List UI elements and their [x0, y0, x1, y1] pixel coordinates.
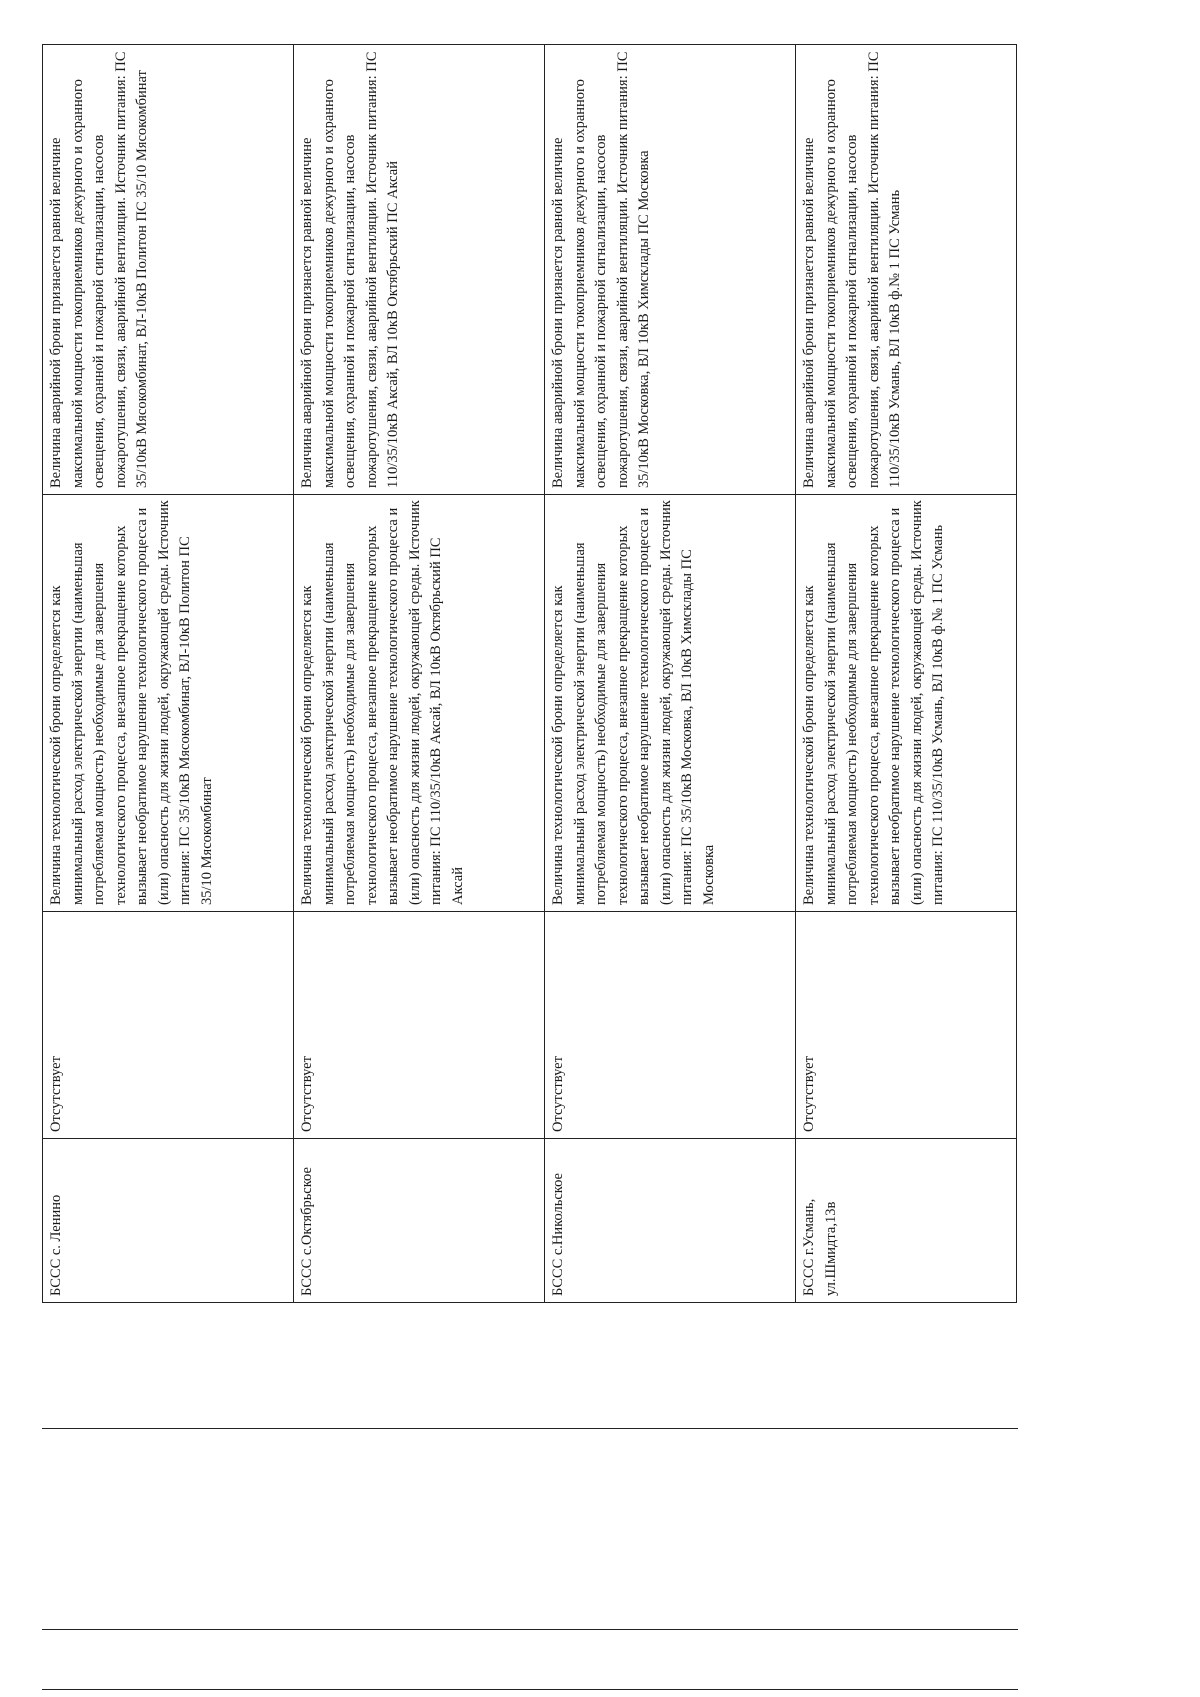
tech-reserve-cell: Величина технологической брони определяется как минимальный расход электрической энергии (наименьшая потребляемая мощность) необходимые для завершения технологического процесса, внезапное прекращение которых вызывает необратимое нарушение технологического процесса и (или) опасность для жизни людей, окружающей среды. Источник питания: ПС 35/10кВ Московка, ВЛ 10кВ Химсклады ПС Московка — [545, 495, 796, 912]
signature-line — [42, 1428, 1018, 1429]
tech-reserve-cell: Величина технологической брони определяется как минимальный расход электрической энергии (наименьшая потребляемая мощность) необходимые для завершения технологического процесса, внезапное прекращение которых вызывает необратимое нарушение технологического процесса и (или) опасность для жизни людей, окружающей среды. Источник питания: ПС 35/10кВ Мясокомбинат, ВЛ-10кВ Политон ПС 35/10 Мясокомбинат — [43, 495, 294, 912]
object-name-cell: БССС с.Октябрьское — [294, 1139, 545, 1303]
table-row — [43, 45, 294, 1303]
table-row — [294, 45, 545, 1303]
status-cell: Отсутствует — [294, 912, 545, 1139]
status-cell: Отсутствует — [545, 912, 796, 1139]
emergency-reserve-cell: Величина аварийной брони признается равной величине максимальной мощности токоприемников дежурного и охранного освещения, охранной и пожарной сигнализации, насосов пожаротушения, связи, аварийной вентиляции. Источник питания: ПС 110/35/10кВ Аксай, ВЛ 10кВ Октябрьский ПС Аксай — [294, 45, 545, 495]
tech-reserve-cell: Величина технологической брони определяется как минимальный расход электрической энергии (наименьшая потребляемая мощность) необходимые для завершения технологического процесса, внезапное прекращение которых вызывает необратимое нарушение технологического процесса и (или) опасность для жизни людей, окружающей среды. Источник питания: ПС 110/35/10кВ Усмань, ВЛ 10кВ ф.№ 1 ПС Усмань — [796, 495, 1017, 912]
status-cell: Отсутствует — [43, 912, 294, 1139]
emergency-reserve-cell: Величина аварийной брони признается равной величине максимальной мощности токоприемников дежурного и охранного освещения, охранной и пожарной сигнализации, насосов пожаротушения, связи, аварийной вентиляции. Источник питания: ПС 110/35/10кВ Усмань, ВЛ 10кВ ф.№ 1 ПС Усмань — [796, 45, 1017, 495]
emergency-reserve-cell: Величина аварийной брони признается равной величине максимальной мощности токоприемников дежурного и охранного освещения, охранной и пожарной сигнализации, насосов пожаротушения, связи, аварийной вентиляции. Источник питания: ПС 35/10кВ Московка, ВЛ 10кВ Химсклады ПС Московка — [545, 45, 796, 495]
table-row — [796, 45, 1017, 1303]
signature-line — [42, 1629, 1018, 1630]
object-name-cell: БССС г.Усмань, ул.Шмидта,13в — [796, 1139, 1017, 1303]
object-name-cell: БССС с. Ленино — [43, 1139, 294, 1303]
emergency-reserve-cell: Величина аварийной брони признается равной величине максимальной мощности токоприемников дежурного и охранного освещения, охранной и пожарной сигнализации, насосов пожаротушения, связи, аварийной вентиляции. Источник питания: ПС 35/10кВ Мясокомбинат, ВЛ-10кВ Политон ПС 35/10 Мясокомбинат — [43, 45, 294, 495]
rotated-table-wrapper — [42, 45, 1017, 1303]
rotated-document-area — [42, 45, 1017, 1303]
power-reserve-table — [42, 44, 1017, 1303]
signature-line — [42, 1689, 1018, 1690]
object-name-cell: БССС с.Никольское — [545, 1139, 796, 1303]
table-row — [545, 45, 796, 1303]
tech-reserve-cell: Величина технологической брони определяется как минимальный расход электрической энергии (наименьшая потребляемая мощность) необходимые для завершения технологического процесса, внезапное прекращение которых вызывает необратимое нарушение технологического процесса и (или) опасность для жизни людей, окружающей среды. Источник питания: ПС 110/35/10кВ Аксай, ВЛ 10кВ Октябрьский ПС Аксай — [294, 495, 545, 912]
status-cell: Отсутствует — [796, 912, 1017, 1139]
